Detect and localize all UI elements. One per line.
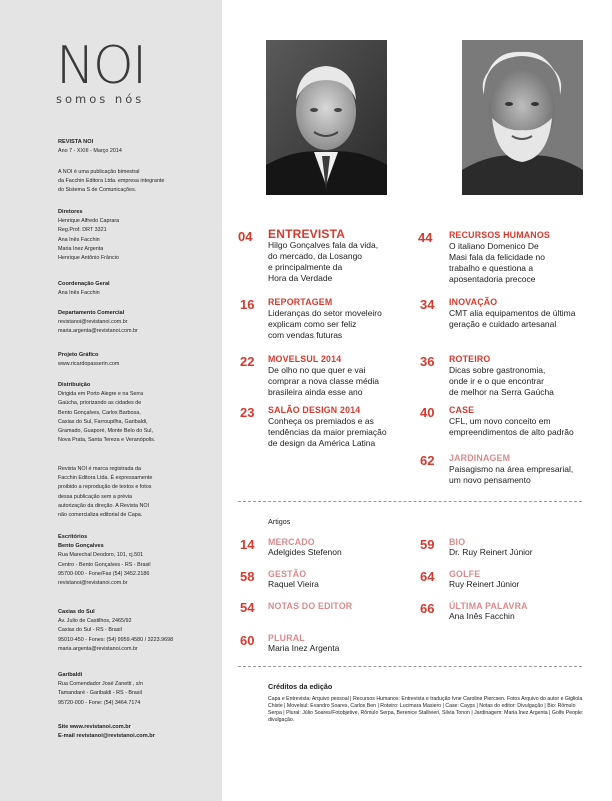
bento-line: Centro - Bento Gonçalves - RS - Brasil [58, 561, 151, 568]
section-desc-line: empreendimentos de alto padrão [449, 427, 574, 437]
page-number: 66 [420, 601, 435, 616]
comercial-email: maria.argenta@revistanoi.com.br [58, 328, 138, 335]
creditos-title: Créditos da edição [268, 682, 333, 691]
diretor-name: Maria Inez Argenta [58, 245, 104, 252]
page-number: 36 [420, 354, 435, 369]
section-desc-line: Lideranças do setor moveleiro [268, 308, 382, 318]
section-title: BIO [449, 537, 466, 547]
page-number: 23 [240, 405, 255, 420]
section-desc-line: O italiano Domenico De [449, 241, 539, 251]
page-number: 58 [240, 569, 255, 584]
about-line: A NOI é uma publicação bimestral [58, 169, 140, 175]
caxias-title: Caxias do Sul [58, 609, 95, 615]
grafico-title: Projeto Gráfico [58, 352, 99, 358]
author-name: Ruy Reinert Júnior [449, 579, 520, 589]
marca-line: autorização da direção. A Revista NOI [58, 502, 150, 509]
section-desc-line: Masi fala da felicidade no [449, 252, 545, 262]
page-number: 44 [418, 230, 433, 245]
comercial-title: Departamento Comercial [58, 310, 125, 316]
section-title: JARDINAGEM [449, 453, 511, 463]
site-line: Site www.revistanoi.com.br [58, 724, 131, 730]
section-title: ÚLTIMA PALAVRA [449, 601, 528, 611]
logo-wordmark: NOI [56, 36, 146, 96]
section-title: NOTAS DO EDITOR [268, 601, 353, 611]
page-number: 14 [240, 537, 255, 552]
section-title: MERCADO [268, 537, 315, 547]
revista-block [58, 138, 218, 156]
page-number: 60 [240, 633, 255, 648]
section-desc-line: Dicas sobre gastronomia, [449, 365, 546, 375]
caxias-block [58, 608, 218, 654]
section-desc-line: do mercado, da Losango [268, 251, 363, 261]
section-title: INOVAÇÃO [449, 297, 498, 307]
author-name: Adelgides Stefenon [268, 547, 342, 557]
garibaldi-title: Garibaldi [58, 672, 83, 678]
section-desc-line: um novo pensamento [449, 475, 531, 485]
coordenacao-title: Coordenação Geral [58, 281, 110, 287]
garibaldi-line: Rua Comendador José Zanetti , s/n [58, 681, 144, 688]
page-number: 62 [420, 453, 435, 468]
section-desc-line: onde ir e o que encontrar [449, 376, 544, 386]
distribuicao-title: Distribuição [58, 382, 91, 388]
artigos-label: Artigos [268, 517, 291, 526]
marca-line: dessa publicação sem a prévia [58, 493, 133, 500]
section-desc-line: com vendas futuras [268, 330, 343, 340]
garibaldi-block [58, 671, 218, 708]
creditos-text: Capa e Entrevista: Arquivo pessoal | Recursos Humanos: Entrevista e tradução Ivne Caroline Piercsen. Fotos Arquivo do autor e Gigliola Chiste | Movelsul: Evandro Soares, Carlos Ben | Roteiro: Lucimara Masiero | Case: Cayps | Notas do editor: Divulgação | Bio: Rômulo Serpa | Plural: Júlio Soares/Fotobjetive, Rômulo Serpa, Berenice Stallivieri, Silvia Tonon | Jardinagem: Maria Inez Argenta | Golfe People: divulgação. [268, 696, 584, 723]
section-title: RECURSOS HUMANOS [449, 230, 550, 240]
section-desc-line: De olho no que quer e vai [268, 365, 366, 375]
distribuicao-line: Gramado, Guaporé, Monte Belo do Sul, [58, 428, 153, 435]
section-desc-line: aposentadoria precoce [449, 274, 536, 284]
noi-logo [56, 36, 146, 106]
page-number: 34 [420, 297, 435, 312]
portrait-hilgo [266, 40, 387, 195]
section-desc-line: Hora da Verdade [268, 273, 333, 283]
escritorios-title: Escritórios [58, 534, 88, 540]
section-title: ENTREVISTA [268, 227, 346, 241]
about-block [58, 168, 218, 196]
bento-line: 95700-000 - Fone/Fax (54) 3452.2186 [58, 570, 150, 577]
author-name: Raquel Vieira [268, 579, 319, 589]
about-line: da Facchin Editora Ltda. empresa integrante [58, 178, 165, 185]
diretor-reg: Reg.Prof. DRT 3321 [58, 227, 107, 234]
portrait-hilgo-image [266, 40, 387, 195]
marca-line: Revista NOI é marca registrada da [58, 466, 141, 472]
page-number: 22 [240, 354, 255, 369]
distribuicao-line: Nova Prata, Santa Tereza e Veranópolis. [58, 437, 156, 444]
section-desc-line: Hilgo Gonçalves fala da vida, [268, 240, 379, 250]
divider [238, 666, 582, 667]
diretor-name: Henrique Alfredo Caprara [58, 218, 120, 225]
section-desc-line: Conheça os premiados e as [268, 416, 374, 426]
garibaldi-line: 95720-000 - Fone: (54) 3464.7174 [58, 699, 141, 706]
distribuicao-line: Dirigida em Porto Alegre e na Serra [58, 391, 144, 398]
page-number: 16 [240, 297, 255, 312]
escritorios-block [58, 533, 218, 588]
marca-block [58, 465, 218, 520]
page-number: 64 [420, 569, 435, 584]
comercial-block [58, 309, 218, 337]
comercial-email: revistanoi@revistanoi.com.br [58, 319, 128, 326]
marca-line: proibido a reprodução de textos e fotos [58, 484, 152, 491]
distribuicao-line: Gaúcha, priorizando as cidades de [58, 400, 142, 407]
revista-issue: Ano 7 - XXIII - Março 2014 [58, 148, 122, 155]
grafico-block [58, 351, 218, 369]
section-desc-line: de melhor na Serra Gaúcha [449, 387, 554, 397]
section-title: CASE [449, 405, 475, 415]
diretor-name: Ana Inês Facchin [58, 236, 100, 243]
distribuicao-line: Bento Gonçalves, Carlos Barbosa, [58, 409, 141, 416]
section-title: GESTÃO [268, 569, 307, 579]
portrait-domenico-image [462, 40, 583, 195]
revista-title: REVISTA NOI [58, 139, 94, 145]
section-desc-line: Paisagismo na área empresarial, [449, 464, 574, 474]
contact-block [58, 723, 218, 741]
caxias-line: Caxias do Sul - RS - Brasil [58, 627, 122, 634]
section-desc-line: comprar a nova classe média [268, 376, 380, 386]
section-title: ROTEIRO [449, 354, 491, 364]
distribuicao-block [58, 381, 218, 445]
caxias-line: 95010-450 - Fones: (54) 9959.4580 / 3223.9698 [58, 636, 174, 643]
diretores-block [58, 208, 218, 263]
section-desc-line: brasileira ainda esse ano [268, 387, 363, 397]
bento-line: Rua Marechal Deodoro, 101, cj.501 [58, 552, 144, 559]
section-title: GOLFE [449, 569, 481, 579]
section-desc-line: de design da América Latina [268, 438, 376, 448]
garibaldi-line: Tamandaré - Garibaldi - RS - Brasil [58, 690, 142, 697]
coordenacao-name: Ana Inês Facchin [58, 290, 100, 297]
section-title: PLURAL [268, 633, 305, 643]
coordenacao-block [58, 280, 218, 298]
section-desc-line: trabalho e questiona a [449, 263, 534, 273]
section-desc-line: e principalmente da [268, 262, 343, 272]
distribuicao-line: Caxias do Sul, Farroupilha, Garibaldi, [58, 418, 148, 425]
diretor-name: Henrique Antônio Frâncio [58, 255, 119, 262]
section-desc-line: tendências da maior premiação [268, 427, 387, 437]
about-line: do Sistema S de Comunicações. [58, 187, 137, 194]
section-title: REPORTAGEM [268, 297, 333, 307]
section-title: MOVELSUL 2014 [268, 354, 342, 364]
section-desc-line: CMT alia equipamentos de última [449, 308, 576, 318]
portrait-domenico [462, 40, 583, 195]
grafico-site: www.ricardopasserin.com [58, 361, 120, 368]
divider [238, 501, 582, 502]
bento-title: Bento Gonçalves [58, 543, 104, 550]
author-name: Dr. Ruy Reinert Júnior [449, 547, 533, 557]
marca-line: Facchin Editora Ltda. É expressamente [58, 475, 153, 482]
email-line: E-mail revistanoi@revistanoi.com.br [58, 733, 155, 740]
marca-line: não comercializa editorial de Capa. [58, 512, 143, 519]
author-name: Ana Inês Facchin [449, 611, 515, 621]
masthead-sidebar [0, 0, 222, 801]
section-desc-line: geração e cuidado artesanal [449, 319, 557, 329]
section-desc-line: CFL, um novo conceito em [449, 416, 551, 426]
section-desc-line: explicam como ser feliz [268, 319, 357, 329]
caxias-line: maria.argenta@revistanoi.com.br [58, 645, 138, 652]
section-title: SALÃO DESIGN 2014 [268, 405, 361, 415]
bento-line: revistanoi@revistanoi.com.br [58, 580, 128, 587]
page-number: 59 [420, 537, 435, 552]
page-number: 54 [240, 600, 255, 615]
author-name: Maria Inez Argenta [268, 643, 340, 653]
logo-tagline: somos nós [56, 92, 145, 106]
caxias-line: Av. Julio de Castilhos, 2465/92 [58, 618, 132, 625]
diretores-title: Diretores [58, 209, 83, 215]
page-number: 04 [238, 229, 253, 244]
page-number: 40 [420, 405, 435, 420]
